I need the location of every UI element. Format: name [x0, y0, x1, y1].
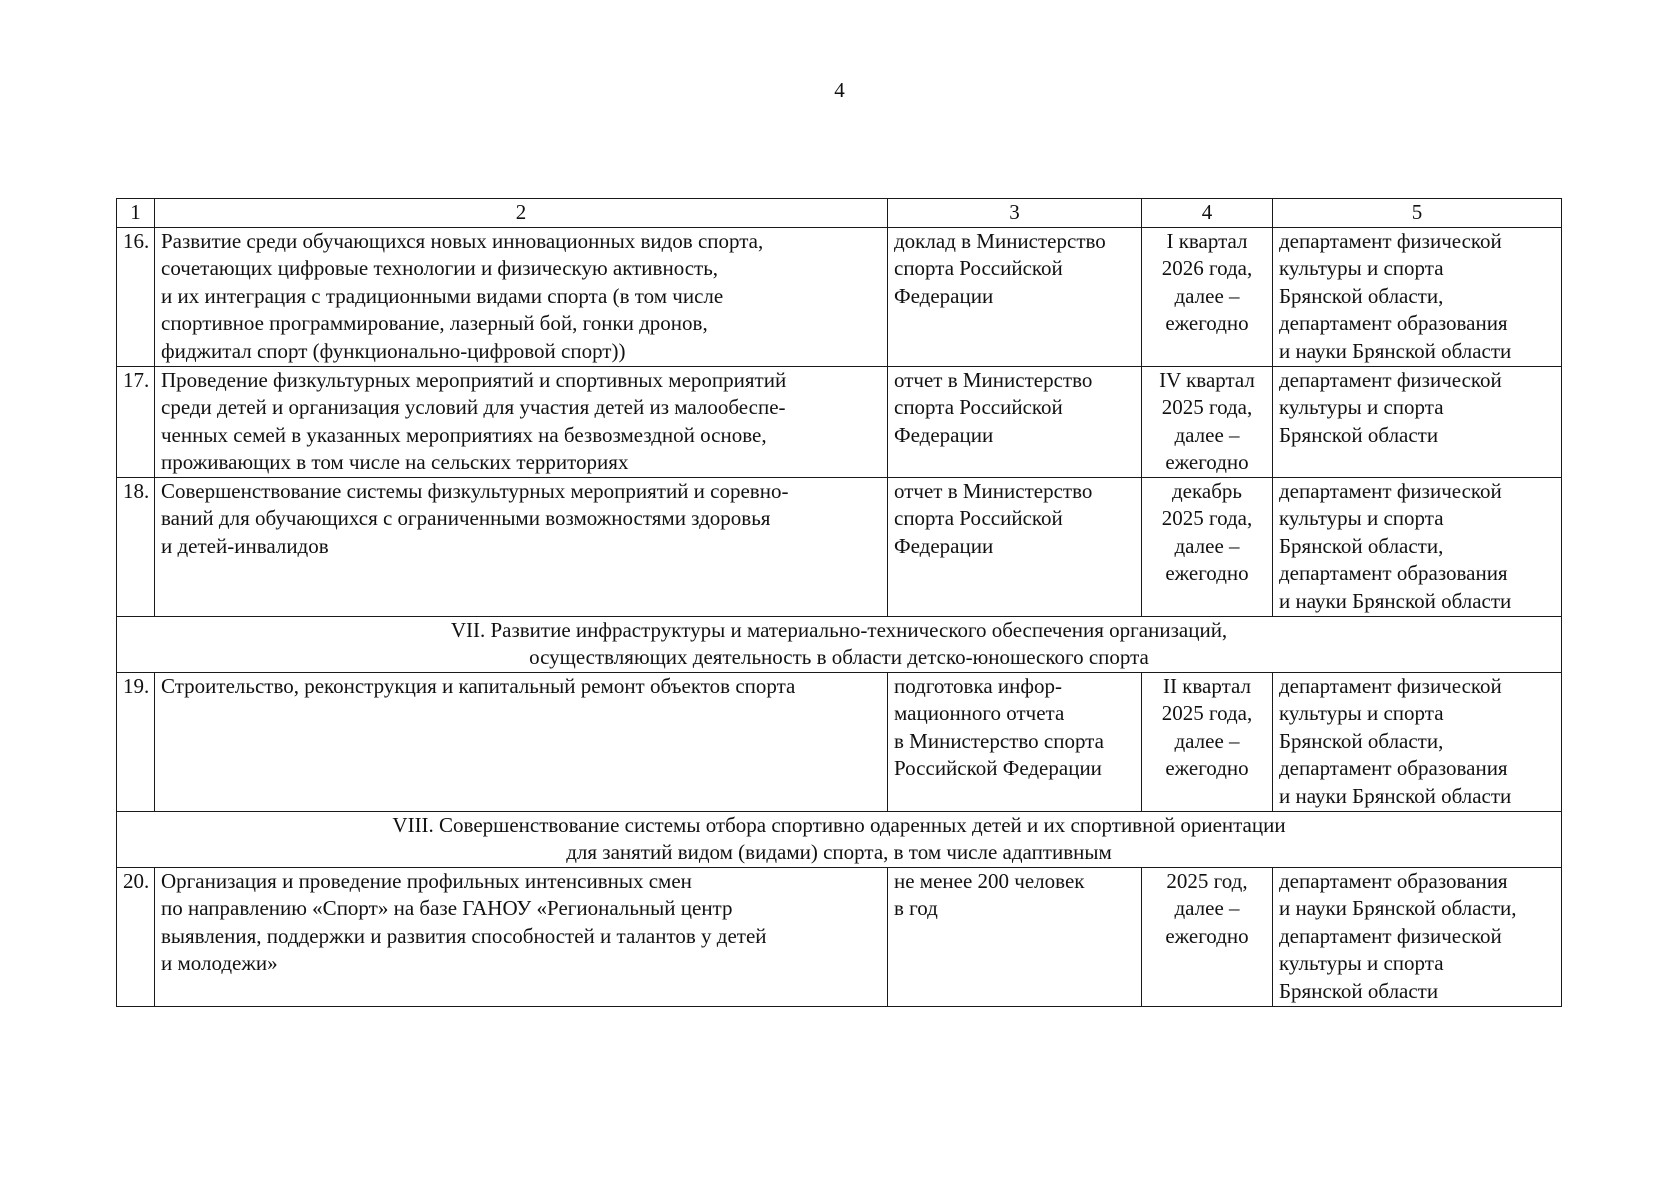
table-row: [117, 227, 1562, 366]
timing-cell: II квартал 2025 года, далее – ежегодно: [1142, 672, 1273, 811]
row-number: 16.: [117, 227, 155, 366]
column-number-1: 1: [117, 199, 155, 228]
timing-cell: декабрь 2025 года, далее – ежегодно: [1142, 477, 1273, 616]
header-row: [117, 199, 1562, 228]
table-row: [117, 867, 1562, 1006]
row-number: 19.: [117, 672, 155, 811]
column-number-2: 2: [155, 199, 888, 228]
column-number-4: 4: [1142, 199, 1273, 228]
measure-cell: Развитие среди обучающихся новых инновационных видов спорта, сочетающих цифровые технологии и физическую активность, и их интеграция с традиционными видами спорта (в том числе спортивное программирование, лазерный бой, гонки дронов, фиджитал спорт (функционально-цифровой спорт)): [155, 227, 888, 366]
measure-cell: Строительство, реконструкция и капитальный ремонт объектов спорта: [155, 672, 888, 811]
result-cell: не менее 200 человек в год: [888, 867, 1142, 1006]
timing-cell: IV квартал 2025 года, далее – ежегодно: [1142, 366, 1273, 477]
result-cell: отчет в Министерство спорта Российской Федерации: [888, 366, 1142, 477]
measures-table: [116, 198, 1562, 1007]
responsible-cell: департамент образования и науки Брянской области, департамент физической культуры и спорта Брянской области: [1273, 867, 1562, 1006]
measure-cell: Совершенствование системы физкультурных мероприятий и соревно- ваний для обучающихся с ограниченными возможностями здоровья и детей-инвалидов: [155, 477, 888, 616]
row-number: 20.: [117, 867, 155, 1006]
measure-cell: Проведение физкультурных мероприятий и спортивных мероприятий среди детей и организация условий для участия детей из малообеспе- ченных семей в указанных мероприятиях на безвозмездной основе, проживающих в том числе на сельских территориях: [155, 366, 888, 477]
result-cell: доклад в Министерство спорта Российской Федерации: [888, 227, 1142, 366]
table-row: [117, 672, 1562, 811]
timing-cell: I квартал 2026 года, далее – ежегодно: [1142, 227, 1273, 366]
column-number-3: 3: [888, 199, 1142, 228]
measure-cell: Организация и проведение профильных интенсивных смен по направлению «Спорт» на базе ГАНОУ «Региональный центр выявления, поддержки и развития способностей и талантов у детей и молодежи»: [155, 867, 888, 1006]
column-number-5: 5: [1273, 199, 1562, 228]
result-cell: отчет в Министерство спорта Российской Федерации: [888, 477, 1142, 616]
table-row: [117, 477, 1562, 616]
responsible-cell: департамент физической культуры и спорта Брянской области: [1273, 366, 1562, 477]
row-number: 18.: [117, 477, 155, 616]
responsible-cell: департамент физической культуры и спорта Брянской области, департамент образования и науки Брянской области: [1273, 477, 1562, 616]
responsible-cell: департамент физической культуры и спорта Брянской области, департамент образования и науки Брянской области: [1273, 227, 1562, 366]
page-number: 4: [834, 78, 845, 102]
section-heading-viii: VIII. Совершенствование системы отбора спортивно одаренных детей и их спортивной ориентации для занятий видом (видами) спорта, в том числе адаптивным: [117, 811, 1562, 867]
table-row: [117, 366, 1562, 477]
row-number: 17.: [117, 366, 155, 477]
timing-cell: 2025 год, далее – ежегодно: [1142, 867, 1273, 1006]
result-cell: подготовка инфор- мационного отчета в Министерство спорта Российской Федерации: [888, 672, 1142, 811]
section-heading-vii: VII. Развитие инфраструктуры и материально-технического обеспечения организаций, осуществляющих деятельность в области детско-юношеского спорта: [117, 616, 1562, 672]
responsible-cell: департамент физической культуры и спорта Брянской области, департамент образования и науки Брянской области: [1273, 672, 1562, 811]
section-row-viii: [117, 811, 1562, 867]
section-row-vii: [117, 616, 1562, 672]
